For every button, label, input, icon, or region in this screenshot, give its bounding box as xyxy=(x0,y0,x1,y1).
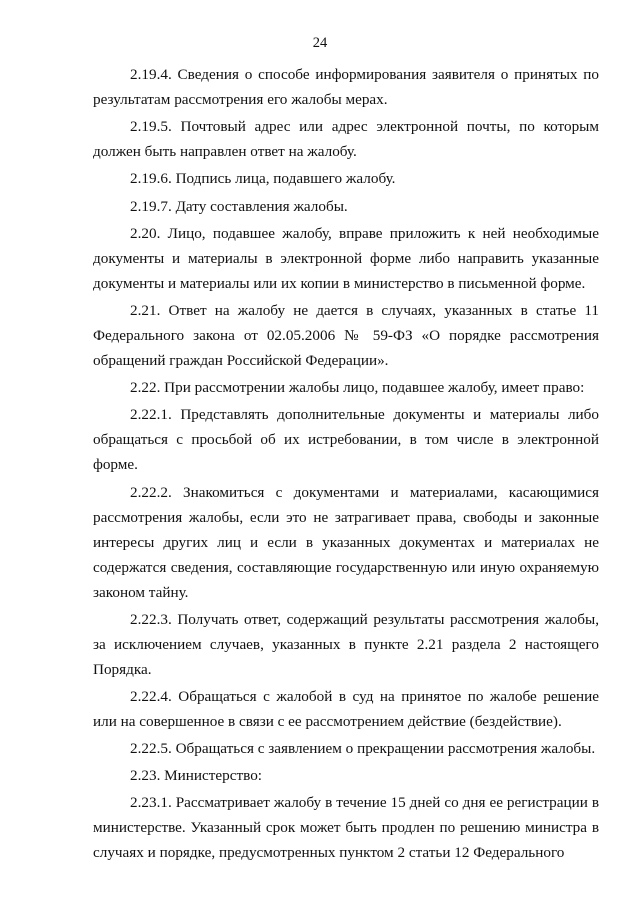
paragraph-2-22-2: 2.22.2. Знакомиться с документами и материалами, касающимися рассмотрения жалобы, если это не затрагивает права, свободы и законные интересы других лиц и если в указанных документах и материалах не содержатся сведения, составляющие государственную или иную охраняемую законом тайну. xyxy=(93,483,599,601)
page-number: 24 xyxy=(312,35,328,51)
paragraph-2-22-4: 2.22.4. Обращаться с жалобой в суд на принятое по жалобе решение или на совершенное в связи с ее рассмотрением действие (бездействие). xyxy=(93,687,599,730)
paragraph-2-19-6: 2.19.6. Подпись лица, подавшего жалобу. xyxy=(130,170,396,188)
paragraph-2-19-5: 2.19.5. Почтовый адрес или адрес электронной почты, по которым должен быть направлен ответ на жалобу. xyxy=(93,118,599,161)
document-body xyxy=(93,62,599,868)
paragraph-2-22-3: 2.22.3. Получать ответ, содержащий результаты рассмотрения жалобы, за исключением случаев, указанных в пункте 2.21 раздела 2 настоящего Порядка. xyxy=(93,610,599,678)
paragraph-2-23-1: 2.23.1. Рассматривает жалобу в течение 15 дней со дня ее регистрации в министерстве. Указанный срок может быть продлен по решению министра в случаях и порядке, предусмотренных пунктом 2 статьи 12 Федерального xyxy=(93,794,599,862)
paragraph-2-23: 2.23. Министерство: xyxy=(130,767,263,785)
paragraph-2-19-7: 2.19.7. Дату составления жалобы. xyxy=(130,197,348,215)
paragraph-2-21: 2.21. Ответ на жалобу не дается в случаях, указанных в статье 11 Федерального закона от 02.05.2006 № 59-ФЗ «О порядке рассмотрения обращений граждан Российской Федерации». xyxy=(93,301,599,369)
paragraph-2-22-1: 2.22.1. Представлять дополнительные документы и материалы либо обращаться с просьбой об их истребовании, в том числе в электронной форме. xyxy=(93,406,599,474)
paragraph-2-19-4: 2.19.4. Сведения о способе информирования заявителя о принятых по результатам рассмотрения его жалобы мерах. xyxy=(93,66,599,108)
paragraph-2-22: 2.22. При рассмотрении жалобы лицо, подавшее жалобу, имеет право: xyxy=(130,379,585,397)
paragraph-2-20: 2.20. Лицо, подавшее жалобу, вправе приложить к ней необходимые документы и материалы в электронной форме либо направить указанные документы и материалы или их копии в министерство в письменной форме. xyxy=(93,224,599,292)
paragraph-2-22-5: 2.22.5. Обращаться с заявлением о прекращении рассмотрения жалобы. xyxy=(130,740,596,758)
